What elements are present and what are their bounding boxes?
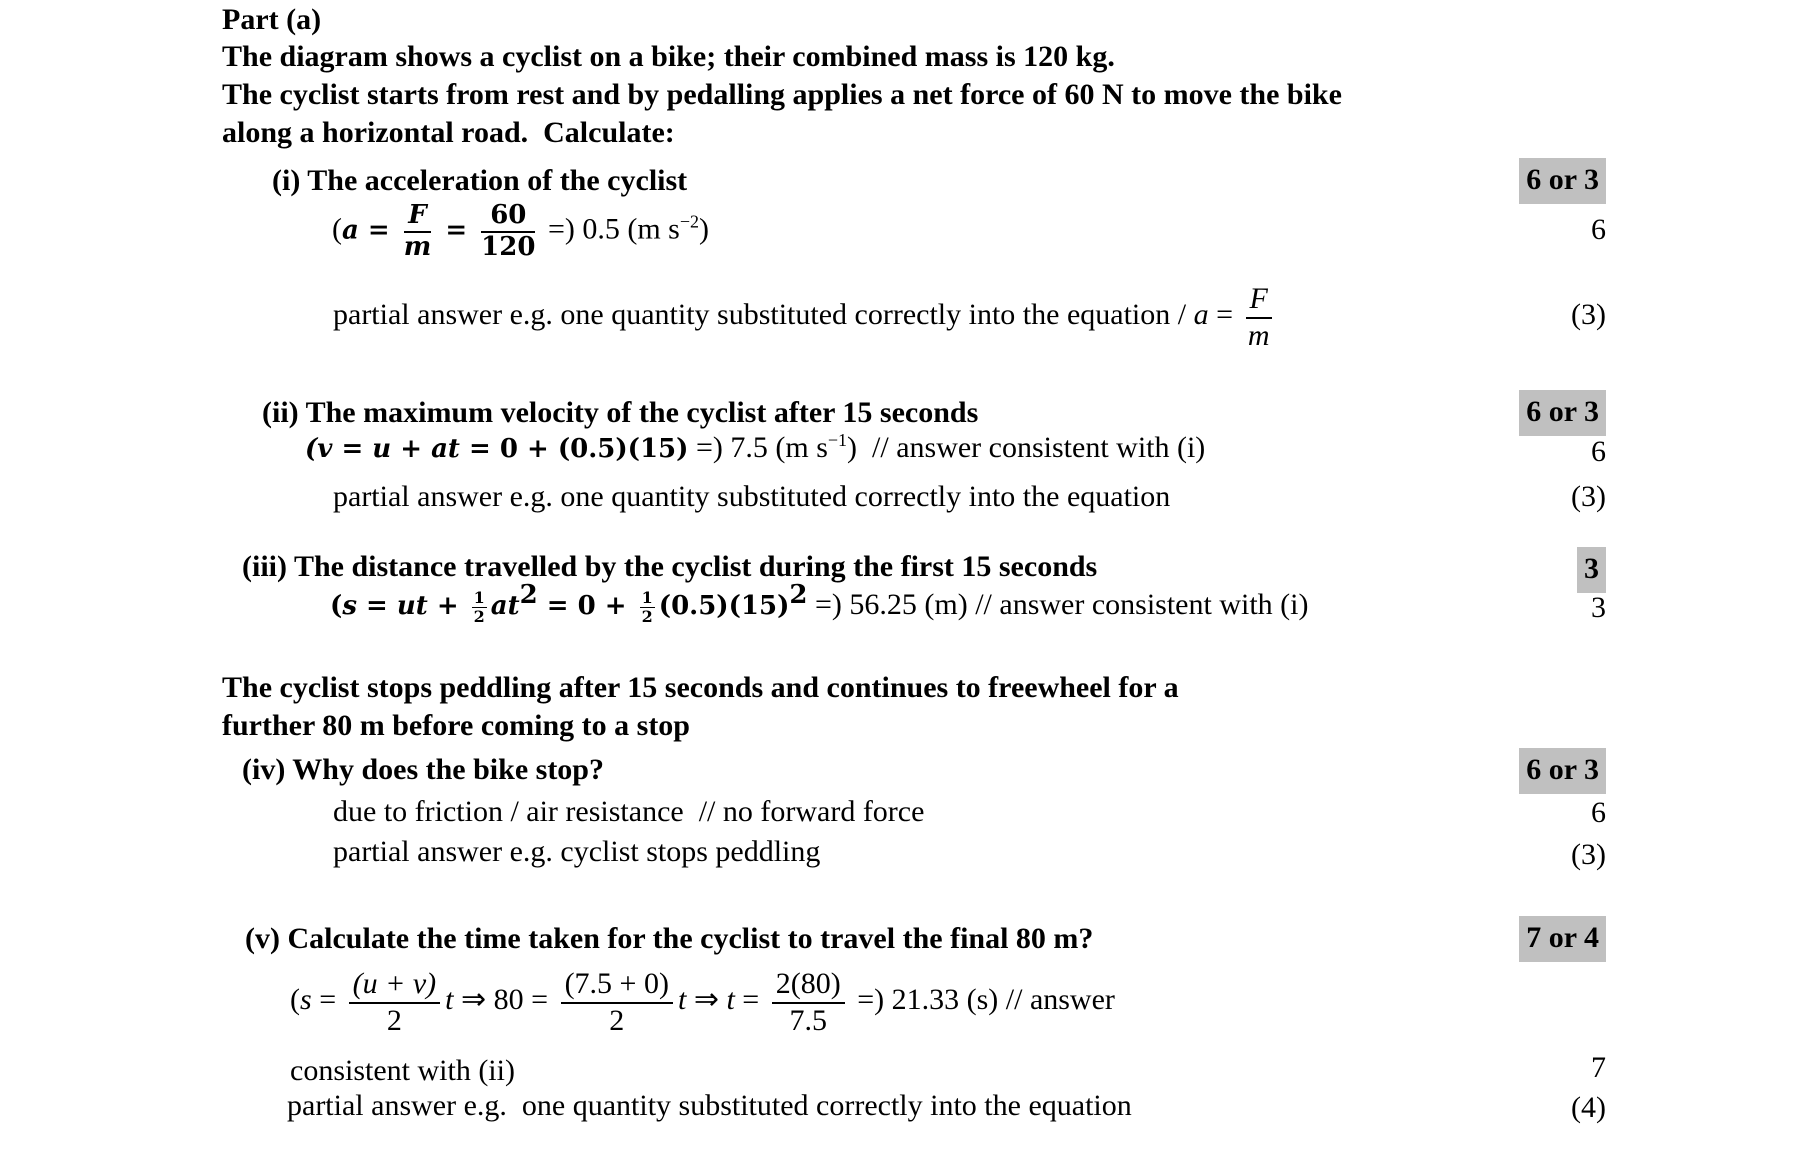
- eq-iii-open: (: [330, 591, 343, 621]
- eq-iii-result: =) 56.25 (m): [807, 588, 976, 621]
- fraction-denominator: 2: [609, 1003, 625, 1037]
- eq-iii-var-at: at: [490, 591, 520, 621]
- partial-i-var-a: a: [1193, 297, 1209, 331]
- eq-v-var-t-3: t: [726, 982, 735, 1016]
- fraction-denominator: 2: [641, 606, 653, 626]
- eq-v-implies-1: ⇒ 80 =: [453, 982, 556, 1016]
- full-mark-i: 6: [1591, 213, 1606, 246]
- eq-v-var-t-1: t: [445, 982, 454, 1016]
- full-mark-iv: 6: [1591, 796, 1606, 829]
- fraction-u-plus-v-over-2: [349, 968, 441, 1036]
- fraction-numerator: F: [404, 202, 432, 233]
- fraction-F-over-m: [404, 202, 432, 262]
- partial-i-equals: =: [1208, 297, 1241, 331]
- equation-part-v: [290, 968, 1115, 1036]
- intro-line-2: The cyclist starts from rest and by pedalling applies a net force of 60 N to move the bike: [222, 78, 1342, 111]
- partial-answer-line-iv: partial answer e.g. cyclist stops peddling: [333, 835, 821, 868]
- partial-mark-i: (3): [1571, 298, 1606, 331]
- eq-iii-plus-1: +: [427, 591, 468, 621]
- fraction-denominator: 2: [386, 1003, 402, 1037]
- eq-i-equals-2: =: [436, 215, 477, 246]
- eq-i-result-close: ): [699, 212, 710, 246]
- full-mark-iii: 3: [1591, 591, 1606, 624]
- fraction-numerator: F: [1246, 283, 1272, 319]
- answer-line-iv: due to friction / air resistance // no forward force: [333, 795, 925, 828]
- fraction-numerator: 60: [481, 202, 535, 233]
- eq-i-result-exponent: −2: [679, 211, 700, 232]
- partial-mark-iv: (3): [1571, 838, 1606, 871]
- partial-answer-line-i: [333, 283, 1277, 351]
- eq-v-equals-2: =: [734, 982, 767, 1016]
- eq-i-equals-1: =: [358, 215, 399, 246]
- fraction-2-80-over-7point5: [772, 968, 845, 1036]
- eq-v-equals-1: =: [311, 982, 344, 1016]
- equation-part-i: [332, 202, 709, 262]
- partial-mark-v: (4): [1571, 1091, 1606, 1124]
- fraction-numerator: (u + v): [349, 968, 441, 1004]
- intro-line-1: The diagram shows a cyclist on a bike; their combined mass is 120 kg.: [222, 40, 1115, 73]
- eq-ii-result-close: ): [847, 431, 873, 464]
- eq-iii-mid: = 0 +: [537, 591, 636, 621]
- fraction-denominator: 2: [473, 606, 485, 626]
- eq-ii-result-exponent: −1: [827, 430, 848, 450]
- eq-iii-var-ut: ut: [396, 591, 428, 621]
- equation-part-ii: [305, 428, 1205, 469]
- eq-iii-exponent-1: 2: [519, 580, 538, 610]
- fraction-F-over-m-inline: [1246, 283, 1272, 351]
- heading-part-iii: (iii) The distance travelled by the cyclist during the first 15 seconds: [242, 550, 1098, 583]
- fraction-numerator: 2(80): [772, 968, 845, 1004]
- intro-line-3: along a horizontal road. Calculate:: [222, 116, 675, 149]
- fraction-one-half: [640, 587, 655, 626]
- partial-answer-line-v: partial answer e.g. one quantity substituted correctly into the equation: [287, 1089, 1132, 1122]
- fraction-denominator: m: [403, 232, 432, 263]
- heading-part-i: (i) The acceleration of the cyclist: [272, 164, 688, 197]
- answer-continuation-v: consistent with (ii): [290, 1054, 515, 1087]
- eq-ii-math-upright: = 0 + (0.5)(15): [459, 434, 689, 464]
- eq-i-open: (: [332, 212, 342, 246]
- eq-iii-comment: // answer consistent with (i): [975, 588, 1309, 621]
- eq-iii-equals-1: =: [356, 591, 397, 621]
- eq-iii-exponent-2: 2: [789, 580, 808, 610]
- fraction-denominator: m: [1247, 318, 1270, 352]
- eq-iii-var-s: s: [342, 591, 357, 621]
- fraction-denominator: 120: [481, 232, 536, 263]
- eq-v-var-t-2: t: [677, 982, 687, 1016]
- full-mark-v: 7: [1591, 1051, 1606, 1084]
- marks-available-ii: 6 or 3: [1519, 390, 1606, 436]
- marks-available-v: 7 or 4: [1519, 916, 1606, 962]
- eq-ii-math-italic: (v = u + at: [305, 434, 460, 464]
- heading-part-iv: (iv) Why does the bike stop?: [242, 753, 604, 786]
- fraction-denominator: 7.5: [789, 1003, 827, 1037]
- fraction-numerator: 1: [641, 587, 653, 607]
- eq-v-result: =) 21.33 (s) // answer: [849, 982, 1115, 1016]
- eq-v-implies-2: ⇒: [686, 982, 727, 1016]
- partial-mark-ii: (3): [1571, 480, 1606, 513]
- fraction-60-over-120: [481, 202, 535, 262]
- fraction-numerator: (7.5 + 0): [561, 968, 673, 1004]
- fraction-one-half: [472, 587, 487, 626]
- fraction-7point5-plus-0-over-2: [561, 968, 673, 1036]
- middle-paragraph-line-2: further 80 m before coming to a stop: [222, 709, 690, 742]
- eq-i-result: =) 0.5 (m s: [540, 212, 680, 246]
- eq-ii-result: =) 7.5 (m s: [688, 431, 828, 464]
- heading-part-v: (v) Calculate the time taken for the cyclist to travel the final 80 m?: [245, 922, 1094, 955]
- part-a-title: Part (a): [222, 3, 322, 36]
- partial-answer-line-ii: partial answer e.g. one quantity substituted correctly into the equation: [333, 480, 1171, 513]
- marks-available-iii: 3: [1577, 547, 1606, 593]
- middle-paragraph-line-1: The cyclist stops peddling after 15 seconds and continues to freewheel for a: [222, 671, 1179, 704]
- marks-available-iv: 6 or 3: [1519, 748, 1606, 794]
- eq-iii-numbers: (0.5)(15): [658, 591, 790, 621]
- fraction-numerator: 1: [473, 587, 485, 607]
- heading-part-ii: (ii) The maximum velocity of the cyclist after 15 seconds: [262, 396, 979, 429]
- full-mark-ii: 6: [1591, 435, 1606, 468]
- eq-v-open: (: [290, 982, 300, 1016]
- eq-ii-comment: // answer consistent with (i): [872, 431, 1206, 464]
- equation-part-iii: [330, 580, 1309, 626]
- partial-i-text: partial answer e.g. one quantity substituted correctly into the equation /: [333, 297, 1194, 331]
- eq-v-var-s: s: [300, 982, 312, 1016]
- eq-i-var-a: a: [342, 215, 359, 246]
- marks-available-i: 6 or 3: [1519, 158, 1606, 204]
